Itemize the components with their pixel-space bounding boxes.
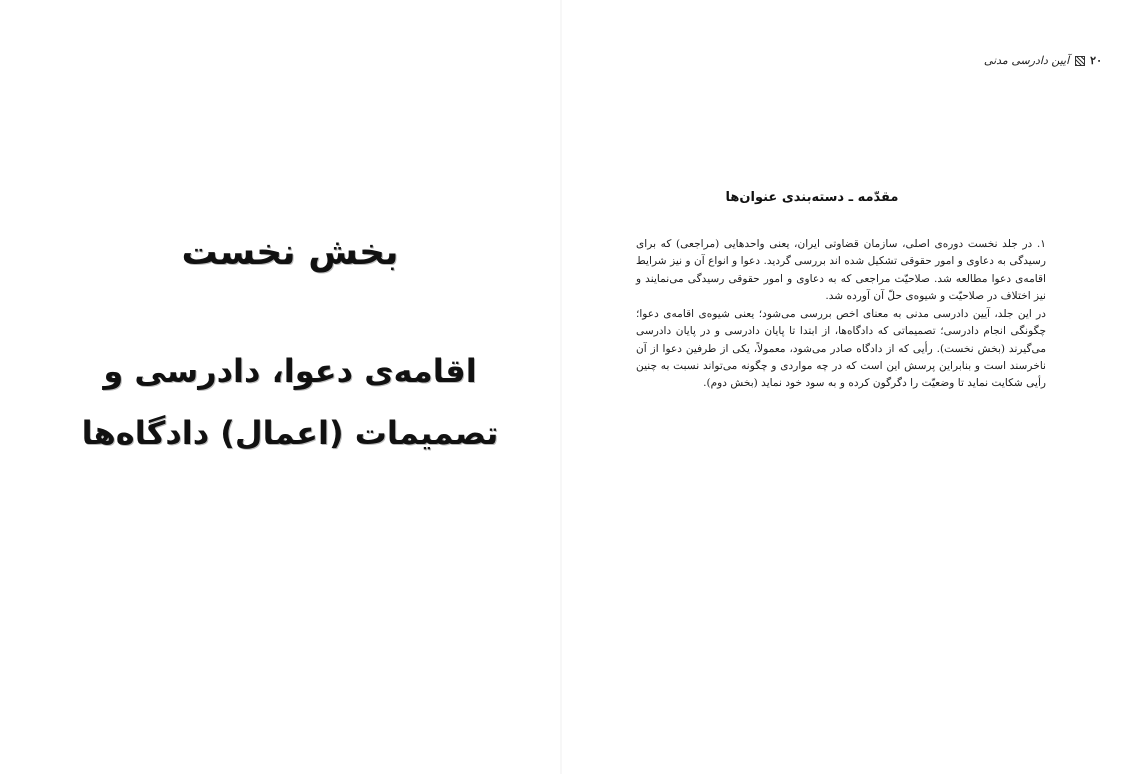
- paragraph-2: در این جلد، آیین دادرسی مدنی به معنای اخص بررسی می‌شود؛ یعنی شیوه‌ی اقامه‌ی دعوا؛ چگونگی انجام دادرسی؛ تصمیماتی که دادگاه‌ها، از ابتدا تا پایان دادرسی و در پایان دادرسی می‌گیرند (بخش نخست). رأیی که از دادگاه صادر می‌شود، معمولاً، یکی از طرفین دعوا از آن ناخرسند است و بنابراین پرسش این است که در چه مواردی و چگونه می‌تواند نسبت به چنین رأیی شکایت نماید تا وضعیّت را دگرگون کرده و به سود خود نماید (بخش دوم).: [636, 308, 1046, 390]
- running-header: [902, 54, 1102, 67]
- left-page: [0, 0, 560, 774]
- paragraph-1: ۱. در جلد نخست دوره‌ی اصلی، سازمان قضاوتی ایران، یعنی واحدهایی (مراجعی) که برای رسیدگی به دعاوی و امور حقوقی تشکیل شده اند بررسی گردید. دعوا و انواع آن و نیز شرایط اقامه‌ی دعوا مطالعه شد. صلاحیّت مراجعی که به دعاوی و امور حقوقی رسیدگی می‌نمایند و نیز اختلاف در صلاحیّت و شیوه‌ی حلّ آن آورده شد.: [636, 238, 1046, 302]
- body-text: [636, 236, 1046, 393]
- page-number: ۲۰: [1090, 54, 1102, 67]
- running-header-title: آیین دادرسی مدنی: [983, 54, 1070, 67]
- square-ornament-icon: [1075, 56, 1085, 66]
- part-subtitle: [70, 340, 510, 464]
- part-title: بخش نخست: [181, 232, 399, 273]
- section-heading: مقدّمه ـ دسته‌بندی عنوان‌ها: [725, 190, 899, 205]
- right-page: [562, 0, 1123, 774]
- part-subtitle-line-1: اقامه‌ی دعوا، دادرسی و: [103, 352, 477, 390]
- part-subtitle-line-2: تصمیمات (اعمال) دادگاه‌ها: [81, 414, 499, 452]
